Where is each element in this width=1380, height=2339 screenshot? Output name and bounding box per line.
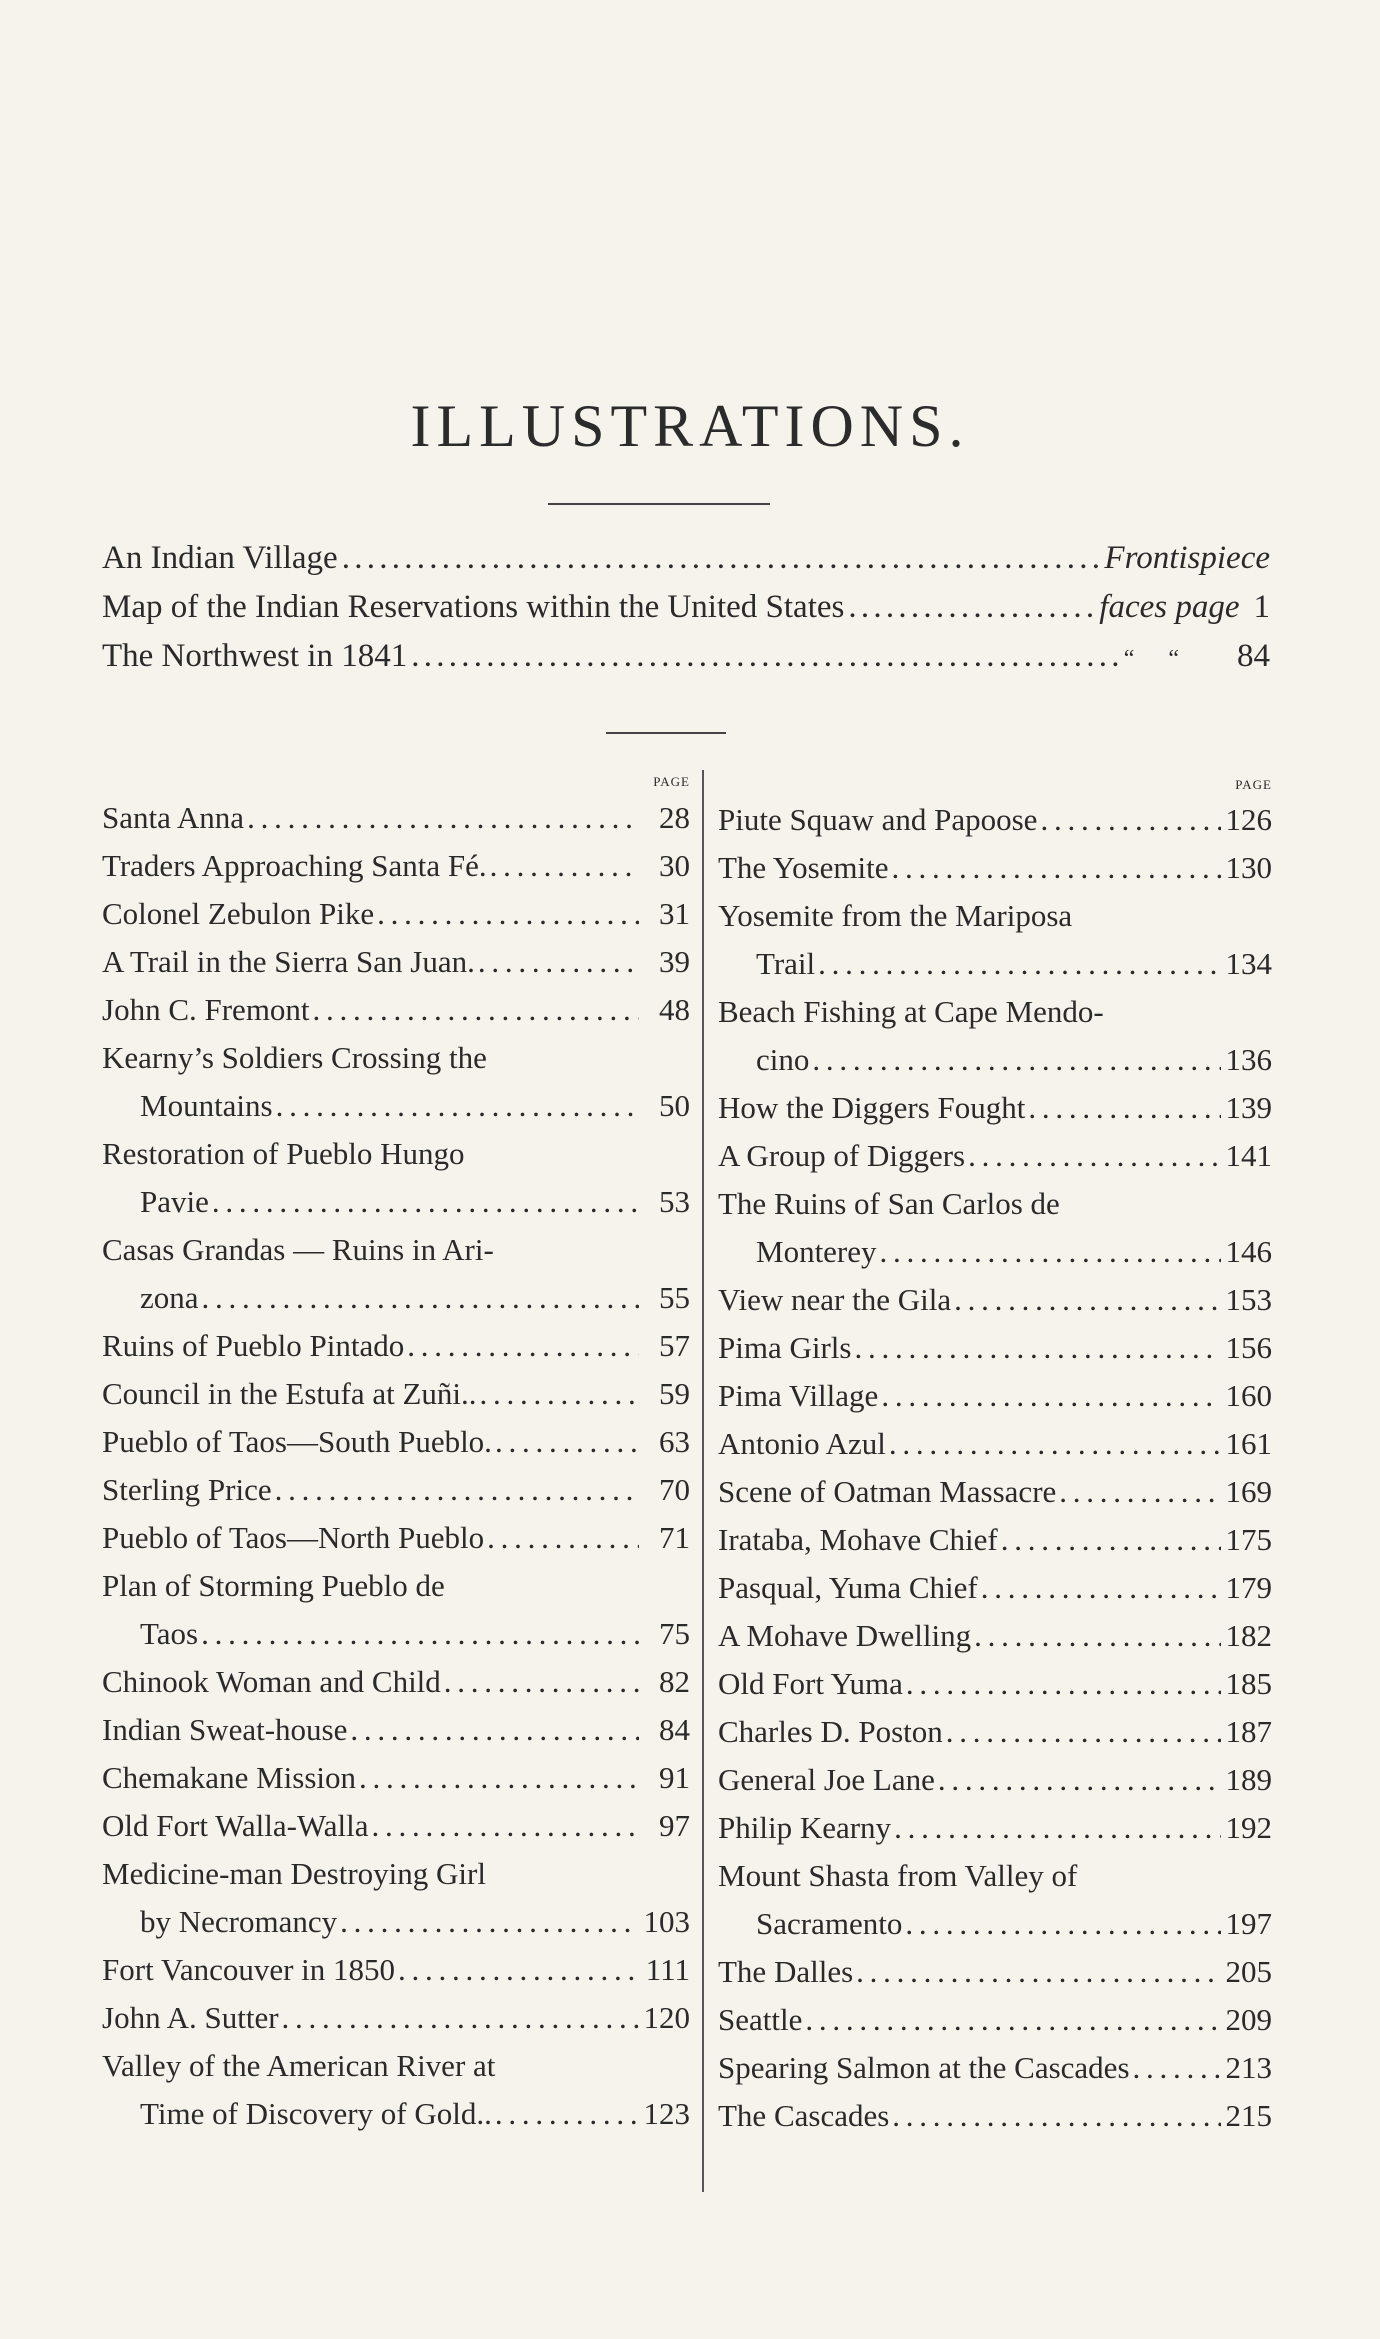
item-title: The Northwest in 1841 — [102, 638, 408, 674]
dot-leader — [350, 1706, 639, 1754]
entry-title: View near the Gila — [718, 1282, 952, 1317]
entry-page: 182 — [1225, 1618, 1272, 1653]
entry-page: 120 — [643, 2000, 690, 2035]
illustration-entry — [102, 1802, 690, 1850]
dot-leader — [968, 1132, 1221, 1180]
entry-title: Medicine-man Destroying Girl — [102, 1856, 486, 1891]
item-ref-wrap — [1099, 589, 1270, 626]
column-divider — [702, 770, 704, 2192]
dot-leader — [407, 1322, 639, 1370]
dot-leader — [377, 890, 639, 938]
illustration-entry — [102, 1322, 690, 1370]
entry-page: 136 — [1225, 1042, 1272, 1077]
dot-leader — [974, 1612, 1221, 1660]
dot-leader — [340, 1898, 639, 1946]
dot-leader — [954, 1276, 1221, 1324]
entry-page: 205 — [1225, 1954, 1272, 1989]
dot-leader — [854, 1324, 1221, 1372]
entry-title: Beach Fishing at Cape Mendo- — [718, 994, 1104, 1029]
entry-title: Old Fort Yuma — [718, 1666, 903, 1701]
illustration-entry — [718, 1948, 1272, 1996]
dot-leader — [881, 1372, 1221, 1420]
title-divider — [548, 503, 770, 505]
dot-leader — [313, 986, 639, 1034]
entry-title: Pima Girls — [718, 1330, 852, 1365]
entry-title: A Group of Diggers — [718, 1138, 966, 1173]
illustration-entry — [718, 1564, 1272, 1612]
entry-title: Colonel Zebulon Pike — [102, 896, 375, 931]
entry-page: 97 — [659, 1808, 690, 1843]
front-matter-item — [102, 589, 1270, 638]
entry-title: The Dalles — [718, 1954, 854, 1989]
entry-title: Philip Kearny — [718, 1810, 892, 1845]
entry-title: John A. Sutter — [102, 2000, 279, 2035]
dot-leader — [478, 938, 639, 986]
illustration-entry — [718, 1900, 1272, 1948]
entry-page: 169 — [1225, 1474, 1272, 1509]
dot-leader — [848, 589, 1095, 626]
dot-leader — [276, 1082, 639, 1130]
entry-page: 75 — [659, 1616, 690, 1651]
illustration-entry — [718, 2092, 1272, 2140]
dot-leader — [938, 1756, 1221, 1804]
illustrations-column-right — [718, 770, 1272, 2140]
entry-title: Pavie — [140, 1184, 209, 1219]
dot-leader — [444, 1658, 639, 1706]
entry-page: 57 — [659, 1328, 690, 1363]
entry-title: Antonio Azul — [718, 1426, 886, 1461]
entry-page: 71 — [659, 1520, 690, 1555]
entry-title: Mount Shasta from Valley of — [718, 1858, 1078, 1893]
entry-page: 111 — [645, 1952, 690, 1987]
entry-title: Plan of Storming Pueblo de — [102, 1568, 445, 1603]
illustration-entry — [718, 1804, 1272, 1852]
illustration-entry — [718, 1324, 1272, 1372]
illustration-entry — [718, 940, 1272, 988]
illustration-entry — [102, 1082, 690, 1130]
entry-page: 70 — [659, 1472, 690, 1507]
dot-leader — [1040, 796, 1221, 844]
entry-title: Irataba, Mohave Chief — [718, 1522, 998, 1557]
illustration-entry — [102, 890, 690, 938]
entry-page: 179 — [1225, 1570, 1272, 1605]
entry-page: 213 — [1225, 2050, 1272, 2085]
dot-leader — [247, 794, 639, 842]
illustration-entry — [102, 938, 690, 986]
entry-title: Ruins of Pueblo Pintado — [102, 1328, 405, 1363]
entry-title: Council in the Estufa at Zuñi.. — [102, 1376, 477, 1411]
entry-page: 156 — [1225, 1330, 1272, 1365]
entry-title: Valley of the American River at — [102, 2048, 496, 2083]
illustration-entry — [102, 1274, 690, 1322]
front-matter-item — [102, 540, 1270, 589]
illustration-entry — [102, 842, 690, 890]
illustration-entry — [718, 796, 1272, 844]
entry-title: How the Diggers Fought — [718, 1090, 1026, 1125]
illustration-entry — [718, 2044, 1272, 2092]
dot-leader — [398, 1946, 639, 1994]
illustration-entry — [102, 1994, 690, 2042]
dot-leader — [1001, 1516, 1221, 1564]
illustration-entry — [718, 1084, 1272, 1132]
entry-title: Kearny’s Soldiers Crossing the — [102, 1040, 487, 1075]
illustration-entry — [718, 844, 1272, 892]
illustration-entry — [102, 794, 690, 842]
entry-page: 84 — [659, 1712, 690, 1747]
dot-leader — [805, 1996, 1221, 2044]
illustration-entry — [102, 1562, 690, 1610]
dot-leader — [892, 844, 1222, 892]
entry-page: 123 — [643, 2096, 690, 2131]
illustration-entry — [102, 986, 690, 1034]
page-column-header: PAGE — [1235, 777, 1272, 792]
entry-title: Spearing Salmon at the Cascades — [718, 2050, 1130, 2085]
dot-leader — [812, 1036, 1221, 1084]
entry-title: Pueblo of Taos—North Pueblo — [102, 1520, 485, 1555]
dot-leader — [359, 1754, 639, 1802]
item-page: 84 — [1237, 638, 1270, 674]
entry-page: 146 — [1225, 1234, 1272, 1269]
item-ref-wrap — [1124, 638, 1270, 675]
illustration-entry — [718, 1708, 1272, 1756]
illustration-entry — [718, 1516, 1272, 1564]
entry-page: 187 — [1225, 1714, 1272, 1749]
illustration-entry — [718, 1612, 1272, 1660]
illustration-entry — [718, 1228, 1272, 1276]
dot-leader — [282, 1994, 639, 2042]
dot-leader — [856, 1948, 1221, 1996]
entry-page: 103 — [643, 1904, 690, 1939]
entry-page: 39 — [659, 944, 690, 979]
entry-title: The Yosemite — [718, 850, 889, 885]
entry-title: Traders Approaching Santa Fé. — [102, 848, 487, 883]
entry-title: Pasqual, Yuma Chief — [718, 1570, 978, 1605]
entry-title: Scene of Oatman Massacre — [718, 1474, 1057, 1509]
illustration-entry — [102, 1370, 690, 1418]
illustration-entry — [102, 1898, 690, 1946]
entry-title: Time of Discovery of Gold.. — [140, 2096, 492, 2131]
entry-page: 185 — [1225, 1666, 1272, 1701]
entry-title: Taos — [140, 1616, 199, 1651]
entry-title: Sacramento — [756, 1906, 903, 1941]
entry-page: 30 — [659, 848, 690, 883]
entry-title: Piute Squaw and Papoose — [718, 802, 1038, 837]
page-title: ILLUSTRATIONS. — [410, 393, 970, 459]
dot-leader — [889, 1420, 1221, 1468]
entry-page: 82 — [659, 1664, 690, 1699]
dot-leader — [371, 1802, 639, 1850]
entry-title: by Necromancy — [140, 1904, 338, 1939]
entry-title: Seattle — [718, 2002, 803, 2037]
illustration-entry — [718, 1852, 1272, 1900]
illustration-entry — [718, 1132, 1272, 1180]
illustration-entry — [102, 1946, 690, 1994]
entry-page: 48 — [659, 992, 690, 1027]
entry-title: Santa Anna — [102, 800, 245, 835]
entry-title: Chemakane Mission — [102, 1760, 356, 1795]
item-ref: Frontispiece — [1104, 540, 1270, 576]
front-matter-list — [102, 540, 1270, 687]
dot-leader — [818, 940, 1221, 988]
dot-leader — [1028, 1084, 1221, 1132]
illustration-entry — [102, 1418, 690, 1466]
entry-page: 192 — [1225, 1810, 1272, 1845]
illustration-entry — [102, 1658, 690, 1706]
entry-title: A Mohave Dwelling — [718, 1618, 972, 1653]
dot-leader — [880, 1228, 1221, 1276]
illustration-entry — [102, 1754, 690, 1802]
entry-title: Casas Grandas — Ruins in Ari- — [102, 1232, 494, 1267]
illustration-entry — [102, 1034, 690, 1082]
entry-page: 31 — [659, 896, 690, 931]
entry-title: Trail — [756, 946, 816, 981]
dot-leader — [894, 1804, 1221, 1852]
front-matter-item — [102, 638, 1270, 687]
entry-title: Pima Village — [718, 1378, 879, 1413]
entry-title: Charles D. Poston — [718, 1714, 943, 1749]
item-title: An Indian Village — [102, 540, 338, 576]
illustration-entry — [718, 892, 1272, 940]
entry-title: The Ruins of San Carlos de — [718, 1186, 1060, 1221]
entry-page: 50 — [659, 1088, 690, 1123]
entry-title: Monterey — [756, 1234, 877, 1269]
entry-page: 134 — [1225, 946, 1272, 981]
entry-title: The Cascades — [718, 2098, 890, 2133]
dot-leader — [275, 1466, 639, 1514]
illustration-entry — [718, 1036, 1272, 1084]
dot-leader — [411, 638, 1119, 675]
dot-leader — [201, 1610, 639, 1658]
illustration-entry — [102, 1706, 690, 1754]
illustration-entry — [102, 1514, 690, 1562]
entry-page: 126 — [1225, 802, 1272, 837]
entry-page: 130 — [1225, 850, 1272, 885]
entry-title: Fort Vancouver in 1850 — [102, 1952, 396, 1987]
entry-page: 197 — [1225, 1906, 1272, 1941]
entry-page: 161 — [1225, 1426, 1272, 1461]
dot-leader — [480, 1370, 639, 1418]
illustration-entry — [718, 1420, 1272, 1468]
entry-page: 55 — [659, 1280, 690, 1315]
entry-page: 215 — [1225, 2098, 1272, 2133]
dot-leader — [487, 1514, 639, 1562]
illustration-entry — [102, 2042, 690, 2090]
entry-title: General Joe Lane — [718, 1762, 935, 1797]
dot-leader — [495, 1418, 639, 1466]
entry-page: 189 — [1225, 1762, 1272, 1797]
dot-leader — [892, 2092, 1221, 2140]
entry-title: Pueblo of Taos—South Pueblo. — [102, 1424, 492, 1459]
page-column-header: PAGE — [653, 774, 690, 789]
illustration-entry — [718, 1756, 1272, 1804]
entry-page: 63 — [659, 1424, 690, 1459]
illustration-entry — [102, 2090, 690, 2138]
entry-page: 175 — [1225, 1522, 1272, 1557]
illustration-entry — [102, 1178, 690, 1226]
illustrations-column-left — [102, 770, 690, 2138]
illustration-entry — [718, 1660, 1272, 1708]
dot-leader — [905, 1900, 1221, 1948]
entry-page: 153 — [1225, 1282, 1272, 1317]
entry-title: John C. Fremont — [102, 992, 310, 1027]
dot-leader — [946, 1708, 1221, 1756]
entry-title: cino — [756, 1042, 810, 1077]
illustration-entry — [102, 1226, 690, 1274]
entry-title: Yosemite from the Mariposa — [718, 898, 1073, 933]
entry-page: 53 — [659, 1184, 690, 1219]
entry-page: 139 — [1225, 1090, 1272, 1125]
entry-title: A Trail in the Sierra San Juan. — [102, 944, 475, 979]
illustration-entry — [102, 1466, 690, 1514]
section-divider — [606, 732, 726, 734]
dot-leader — [342, 540, 1101, 577]
entry-page: 209 — [1225, 2002, 1272, 2037]
entry-page: 59 — [659, 1376, 690, 1411]
item-page: 1 — [1253, 589, 1270, 625]
dot-leader — [202, 1274, 639, 1322]
entry-title: Mountains — [140, 1088, 273, 1123]
illustration-entry — [102, 1130, 690, 1178]
illustration-entry — [718, 1276, 1272, 1324]
entry-title: Sterling Price — [102, 1472, 272, 1507]
entry-page: 28 — [659, 800, 690, 835]
illustration-entry — [718, 1180, 1272, 1228]
illustration-entry — [718, 1996, 1272, 2044]
entry-page: 91 — [659, 1760, 690, 1795]
dot-leader — [1133, 2044, 1221, 2092]
entry-title: Indian Sweat-house — [102, 1712, 348, 1747]
entry-title: Old Fort Walla-Walla — [102, 1808, 369, 1843]
item-ref: faces page — [1099, 589, 1240, 625]
illustration-entry — [718, 1468, 1272, 1516]
dot-leader — [495, 2090, 639, 2138]
illustration-entry — [102, 1850, 690, 1898]
illustration-entry — [102, 1610, 690, 1658]
dot-leader — [212, 1178, 639, 1226]
entry-title: zona — [140, 1280, 199, 1315]
item-title: Map of the Indian Reservations within the United States — [102, 589, 845, 625]
ditto-marks: “ “ — [1123, 646, 1193, 672]
entry-page: 160 — [1225, 1378, 1272, 1413]
dot-leader — [906, 1660, 1221, 1708]
illustration-entry — [718, 1372, 1272, 1420]
dot-leader — [490, 842, 639, 890]
dot-leader — [1059, 1468, 1221, 1516]
illustration-entry — [718, 988, 1272, 1036]
entry-title: Restoration of Pueblo Hungo — [102, 1136, 465, 1171]
entry-page: 141 — [1225, 1138, 1272, 1173]
entry-title: Chinook Woman and Child — [102, 1664, 441, 1699]
dot-leader — [981, 1564, 1221, 1612]
